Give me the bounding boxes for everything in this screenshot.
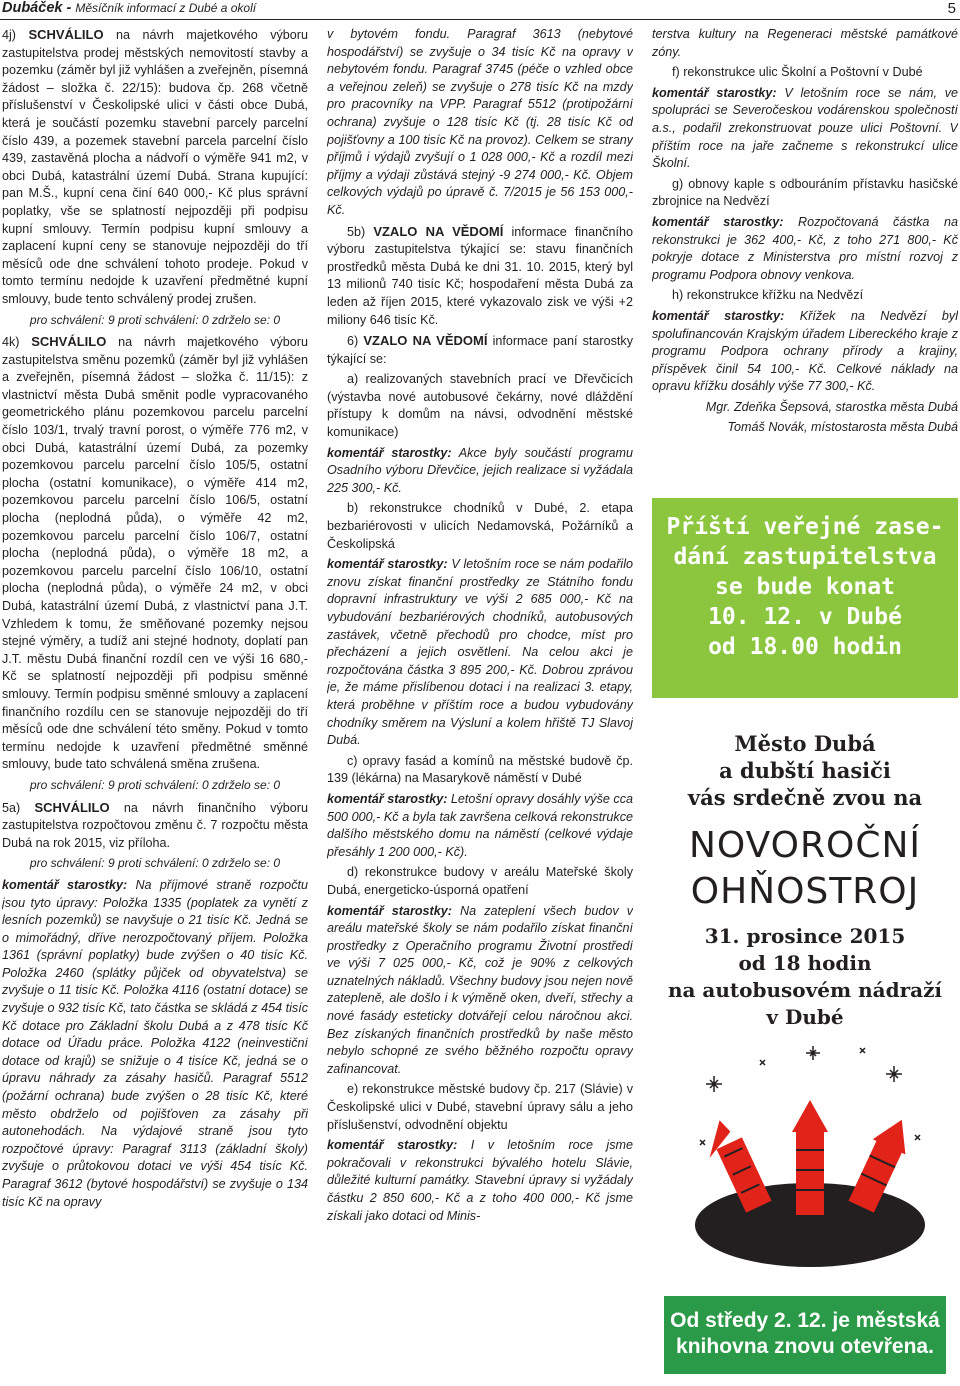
comment-text: Rozpočtovaná částka na rekonstrukci je 362 400,- Kč, z toho 271 800,- Kč pokryje dotace z Ministerstva pro místní rozvoj z programu Podpora obnovy venkova. [652, 214, 958, 282]
invitation-time: od 18 hodin [738, 951, 872, 975]
item-lead: 6) [347, 334, 359, 349]
comment-text: Letošní opravy dosáhly výše cca 500 000,- Kč a byla tak završena celková rekonstrukce dalšího městského domu na náměstí (celkové výdaje přesáhly 1 200 000,- Kč). [327, 791, 633, 859]
header-rule [0, 19, 960, 20]
comment-label: komentář starostky: [2, 877, 128, 892]
publication-title [2, 0, 256, 16]
vote-result: pro schválení: 9 proti schválení: 0 zdrželo se: 0 [29, 777, 281, 792]
comment-text: Na příjmové straně rozpočtu jsou tyto úpravy: Položka 1335 (poplatek za vynětí z lesních pozemků) se navyšuje o 21 tisíc Kč. Jedná se o mimořádný, dříve nerozpočtovaný příjem. Položka 1361 (správní poplatky) bude zvýšen o 40 tisíc Kč. Položka 2460 (splátky půjček od obyvatelstva) se zvyšuje o 11 tisíc Kč. Položka 4116 (ostatní dotace) se zvyšuje o 932 tisíc Kč, tato částka se skládá z 454 tisíc Kč dotace pro Základní školu Dubá a z 478 tisíc Kč dotace od Úřadu práce. Položka 4122 (neinvestiční dotace od krajů) se snižuje o 4 tisíce Kč, jedná se o úpravu náhrady za zásahy hasičů. Paragraf 5512 (požární ochrana) bude zvýšen o 28 tisíc Kč, které město obdrželo od pojišťoven za zásahy při autonehodách. Na výdajové straně jsou tyto rozpočtové úpravy: Paragraf 3113 (základní školy) zvyšuje o průtokovou dotaci ve výši 454 tisíc Kč. Paragraf 3612 (bytové hospodářství) se zvyšuje o 134 tisíc Kč na opravy [2, 877, 308, 1209]
comment-label: komentář starostky: [327, 445, 452, 460]
item-lead: 5b) [347, 224, 366, 239]
item-lead: 4k) [2, 335, 20, 350]
item-d: d) rekonstrukce budovy v areálu Mateřské školy Dubá, energeticko-úsporná opatření [327, 865, 633, 897]
next-meeting-line: dání zastupitelstva [673, 544, 937, 570]
signature-mayor: Mgr. Zdeňka Šepsová, starostka města Dubá [705, 399, 958, 414]
item-a: a) realizovaných stavebních prací ve Dřevčicích (výstavba nové autobusové čekárny, nové dláždění přístupy k domům na návsi, odvodnění městské komunikace) [327, 372, 633, 440]
keyword-schvalilo: SCHVÁLILO [31, 334, 107, 350]
keyword-vzalo: VZALO NA VĚDOMÍ [363, 333, 488, 349]
next-meeting-line: se bude konat [714, 574, 895, 600]
item-lead: 5a) [2, 800, 21, 815]
resolution-4k [2, 333, 308, 774]
comment-label: komentář starostky: [327, 903, 452, 918]
item-g: g) obnovy kaple s odbouráním přístavku hasičské zbrojnice na Nedvězí [652, 176, 958, 209]
next-meeting-line: Příští veřejné zase- [666, 514, 944, 540]
comment-text: I v letošním roce jsme pokračovali v rekonstrukci bývalého hotelu Slávie, důležité kulturní památky. Stavební úpravy si vyžádaly částku 2 850 600,- Kč a z toho 400 000,- Kč jsme získali jako dotaci od Minis- [327, 1138, 633, 1223]
resolution-text: na návrh majetkového výboru zastupitelstva prodej městských nemovitostí stavby a pozemku (záměr byl již vyhlášen a zveřejněn, písemná žádost – složka č. 22/15): budova čp. 268 včetně příslušenství v Českolipské ulici v části obce Dubá, která je součástí pozemku stavební parcely parcelní číslo 439, a pozemek stavební parcela parcelní číslo 439, zastavěná plocha a nádvoří o výměře 941 m2, v obci Dubá, katastrální území Dubá. Strana kupující: pan M.Š., kupní cena činí 640 000,- Kč plus správní poplatky, vše se splatností nejpozději při podpisu kupní smlouvy. Termín podpisu kupní smlouvy a zaplacení kupní ceny se stanovuje nejpozději do tří měsíců ode dne schválení tohoto prodeje. Pokud v tomto termínu nedojde k uzavření předmětné kupní smlouvy, bude tento schválený prodej zrušen. [2, 28, 308, 306]
comment-label: komentář starostky: [652, 85, 777, 100]
comment-continuation: v bytovém fondu. Paragraf 3613 (nebytové hospodářství) se zvyšuje o 34 tisíc Kč na opravy v nebytovém fondu. Paragraf 3745 (péče o vzhled obce a veřejnou zeleň) se zvyšuje o 278 tisíc Kč na mzdy pro pracovníky na VPP. Paragraf 5512 (protipožární ochrana) zvyšuje o 128 tisíc Kč (tj. 28 tisíc Kč od pojišťovny a 100 tisíc Kč na provoz). Celkem se strany příjmů i výdajů zvyšují o 1 028 000,- Kč a rozdíl mezi příjmy a výdaji zůstává stejný -9 274 000,- Kč. Objem celkových výdajů po úpravě č. 7/2015 je 56 153 000,- Kč. [327, 27, 633, 217]
resolution-6 [327, 332, 633, 368]
invitation-date: 31. prosince 2015 [704, 924, 906, 948]
mayor-comment [652, 308, 958, 396]
invitation-line: Město Dubá [734, 731, 876, 756]
column-3 [652, 26, 958, 466]
signature-deputy: Tomáš Novák, místostarosta města Dubá [727, 420, 958, 435]
resolution-text: informace paní starostky týkající se: [327, 334, 633, 366]
column-2 [327, 26, 633, 1382]
comment-text: Akce byly součástí programu Osadního výboru Dřevčice, jejich realizace si vyžádala 225 300,- Kč. [327, 445, 633, 495]
column-1 [2, 26, 308, 1382]
invitation-headline: OHŇOSTROJ [690, 871, 920, 912]
resolution-4j [2, 26, 308, 309]
vote-result: pro schválení: 9 proti schválení: 0 zdrželo se: 0 [29, 312, 281, 327]
rocket-center [792, 1100, 828, 1215]
invitation-headline: NOVOROČNÍ [689, 825, 921, 866]
comment-text: V letošním roce se nám podařilo znovu získat finanční prostředky ze Státního fondu dopravní infrastruktury ve výši 2 685 000,- Kč na vybudování bezbariérových chodníků, autobusových zastávek, včetně přechodů pro chodce, míst pro přecházení a jejich osvětlení. Na celou akci je rozpočtována částka 3 895 200,- Kč. Dobrou zprávou je, že máme přislíbenou dotaci i na realizaci 3. etapy, která proběhne v příštím roce a budou vybudovány chodníky směrem na Výsluní a kolem hřiště TJ Slavoj Dubá. [327, 557, 633, 748]
keyword-vzalo: VZALO NA VĚDOMÍ [373, 223, 504, 239]
keyword-schvalilo: SCHVÁLILO [34, 799, 110, 815]
resolution-5a [2, 799, 308, 853]
next-meeting-line: od 18.00 hodin [708, 634, 902, 660]
mayor-comment [652, 214, 958, 284]
mayor-comment [652, 85, 958, 173]
comment-text: Na zateplení všech budov v areálu mateřské školy se nám podařilo získat finanční prostředky z Operačního programu Životní prostředí ve výši 7 025 000,- Kč, což je 90% z celkových uznatelných nákladů. Všechny budovy jsou nejen nově zatepleně, ale došlo i k výměně oken, dveří, střechy a nové fasády esteticky dotvářejí celou náročnou akci. Bez získaných finančních prostředků by naše město nebylo schopné ze svého běžného rozpočtu opravy zafinancovat. [327, 903, 633, 1076]
vote-result: pro schválení: 9 proti schválení: 0 zdrželo se: 0 [29, 856, 281, 871]
item-f: f) rekonstrukce ulic Školní a Poštovní v Dubé [672, 65, 923, 80]
title-subtitle: Měsíčník informací z Dubé a okolí [75, 1, 257, 15]
invitation-line: a dubští hasiči [719, 758, 891, 783]
comment-label: komentář starostky: [327, 1138, 458, 1153]
mayor-comment [327, 556, 633, 750]
page-header [0, 0, 960, 22]
comment-continuation: terstva kultury na Regeneraci městské památkové zóny. [652, 27, 958, 59]
resolution-text: na návrh finančního výboru zastupitelstva rozpočtovou změnu č. 7 rozpočtu města Dubá na rok 2015, viz příloha. [2, 800, 308, 850]
resolution-5b [327, 223, 633, 330]
resolution-text: na návrh majetkového výboru zastupitelstva směnu pozemků (záměr byl již vyhlášen a zveřejněn, písemná žádost – složka č. 11/15): z vlastnictví města Dubá směnit podle vypracovaného geometrického plánu pozemkovou parcelu parcelní číslo 103/1, trvalý travní porost, o výměře 776 m2, v obci Dubá, katastrální území Dubá, za pozemky pozemkovou parcelu parcelní číslo 105/5, ostatní plocha (ostatní komunikace), o výměře 414 m2, pozemkovou parcelu parcelní číslo 106/5, ostatní plocha (neplodná půda), o výměře 42 m2, pozemkovou parcelu parcelní číslo 106/7, ostatní plocha (neplodná půda), o výměře 18 m2, a pozemkovou parcelu parcelní číslo 106/10, ostatní plocha (neplodná půda), o výměře 24 m2, v obci Dubá, katastrální území Dubá, z vlastnictví pana J.T. Vzhledem k tomu, že směňované pozemky nejsou stejné výměry, a tudíž ani stejné hodnoty, doplatí pan J.T. městu Dubá finanční rozdíl cen ve výši 16 680,- Kč se splatností nejpozději při podpisu směnné smlouvy. Termín podpisu směnné smlouvy a zaplacení finančního rozdílu cen se stanovuje nejpozději do tří měsíců ode dne schválení této směny. Pokud v tomto termínu nedojde k uzavření předmětné směnné smlouvy, bude tato schválená směna zrušena. [2, 335, 308, 772]
mayor-comment [327, 445, 633, 498]
comment-label: komentář starostky: [652, 214, 784, 229]
keyword-schvalilo: SCHVÁLILO [28, 27, 104, 42]
next-meeting-line: 10. 12. v Dubé [708, 604, 902, 630]
resolution-text: informace finančního výboru zastupitelstva týkající se: stavu finančních prostředků města Dubá ke dni 31. 10. 2015, který byl 13 milionů 740 tisíc Kč; hospodaření města Dubá za leden až říjen 2015, které vykazovalo zisk ve výši +2 miliony 646 tisíc Kč. [327, 224, 633, 327]
mayor-comment [327, 791, 633, 861]
item-c: c) opravy fasád a komínů na městské budově čp. 139 (lékárna) na Masarykově náměstí v Dubé [327, 753, 633, 786]
comment-text: V letošním roce se nám, ve spolupráci se Severočeskou vodárenskou společností a.s., podařil zrekonstruovat pouze ulici Poštovní. V příštím roce na jaře začneme s rekonstrukcí ulice Školní. [652, 85, 958, 171]
comment-label: komentář starostky: [652, 308, 785, 323]
invitation-line: vás srdečně zvou na [687, 785, 923, 810]
library-line: Od středy 2. 12. je městská [670, 1309, 940, 1332]
item-lead: 4j) [2, 28, 16, 42]
comment-text: Křížek na Nedvězí byl spolufinancován Krajským úřadem Libereckého kraje z programu Podpora ochrany přírody a krajiny, příspěvek činil 54 100,- Kč. Celkové náklady na opravu křížku dosáhly výše 77 300,- Kč. [652, 308, 958, 394]
item-h: h) rekonstrukce křížku na Nedvězí [672, 288, 864, 303]
invitation-place: na autobusovém nádraží [667, 978, 943, 1002]
invitation-place: v Dubé [766, 1005, 844, 1029]
mayor-comment [327, 1137, 633, 1225]
title-main: Dubáček - [2, 0, 72, 16]
mayor-comment [2, 877, 308, 1211]
item-e: e) rekonstrukce městské budovy čp. 217 (Slávie) v Českolipské ulici v Dubé, stavební úpravy sálu a jeho příslušenství, odvodnění objektu [327, 1082, 633, 1132]
fireworks-illustration [690, 1040, 930, 1270]
next-meeting-box [652, 498, 958, 698]
page-number: 5 [947, 0, 956, 17]
library-reopening-box [664, 1296, 946, 1374]
mayor-comment [327, 903, 633, 1079]
comment-label: komentář starostky: [327, 557, 448, 572]
item-b: b) rekonstrukce chodníků v Dubé, 2. etapa bezbariérovosti v ulicích Nedamovská, Požárníků a Českolipská [327, 501, 633, 551]
comment-label: komentář starostky: [327, 791, 448, 806]
library-line: knihovna znovu otevřena. [676, 1335, 934, 1358]
